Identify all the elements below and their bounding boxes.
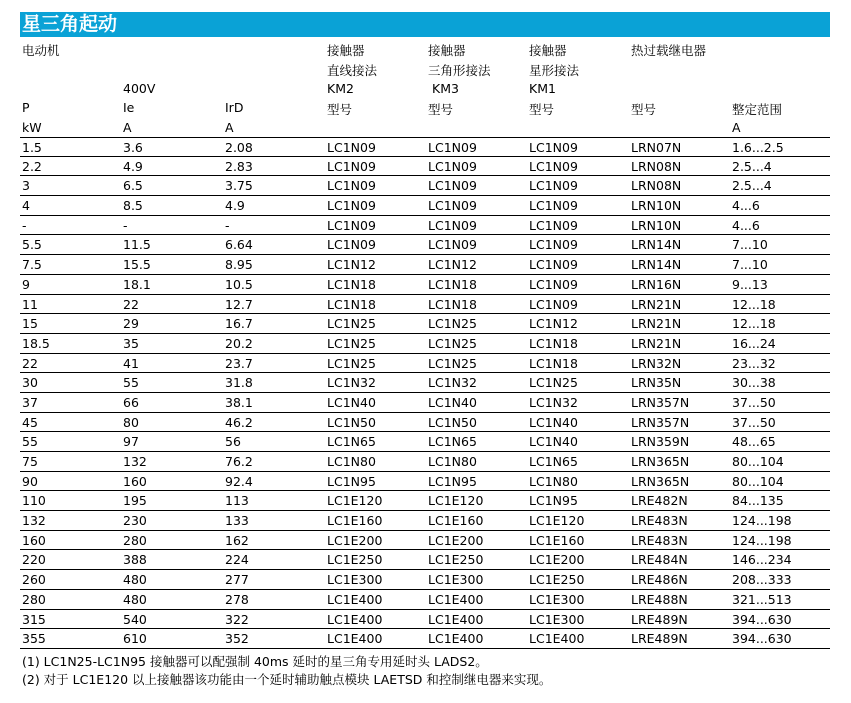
table-cell: LRN21N — [631, 296, 682, 312]
table-cell: LC1N25 — [428, 335, 477, 351]
table-row — [20, 452, 830, 472]
table-cell: LC1E120 — [428, 493, 484, 509]
table-row — [20, 196, 830, 216]
table-cell: 38.1 — [225, 394, 253, 410]
table-cell: 15.5 — [123, 257, 151, 273]
table-cell: LC1N65 — [428, 434, 477, 450]
table-cell: LC1N09 — [327, 140, 376, 155]
header-km1-line1: 接触器 — [529, 43, 567, 58]
footnote-1: (1) LC1N25-LC1N95 接触器可以配强制 40ms 延时的星三角专用延时头 LADS2。 — [22, 654, 488, 669]
table-cell: LC1N40 — [428, 394, 477, 410]
table-cell: LC1N25 — [428, 355, 477, 371]
table-cell: LC1N50 — [428, 414, 477, 430]
table-row — [20, 255, 830, 275]
header-km3-line1: 接触器 — [428, 43, 466, 58]
table-cell: LC1N32 — [327, 375, 376, 391]
table-cell: 113 — [225, 493, 249, 509]
table-cell: 322 — [225, 611, 249, 627]
header-range: 整定范围 — [732, 102, 783, 117]
table-cell: 2.83 — [225, 158, 253, 174]
table-cell: 278 — [225, 591, 249, 607]
table-cell: 132 — [22, 513, 46, 529]
table-cell: 132 — [123, 454, 147, 469]
header-km1-line2: 星形接法 — [529, 63, 580, 78]
table-cell: LC1N18 — [428, 296, 477, 312]
header-model-km3: 型号 — [428, 102, 454, 117]
table-cell: LC1N32 — [529, 394, 578, 410]
table-cell: LC1N18 — [327, 276, 376, 292]
table-cell: LC1N12 — [529, 316, 578, 332]
header-col-ie: Ie — [123, 100, 135, 115]
table-cell: LC1E200 — [327, 532, 383, 548]
table-cell: 97 — [123, 434, 139, 450]
table-cell: 37 — [22, 394, 38, 410]
table-cell: LC1E120 — [529, 513, 585, 529]
table-cell: 46.2 — [225, 414, 253, 430]
table-cell: 480 — [123, 591, 147, 607]
table-row — [20, 432, 830, 452]
table-row — [20, 137, 830, 157]
table-row — [20, 393, 830, 413]
table-cell: LC1N25 — [327, 355, 376, 371]
table-cell: 4.9 — [123, 158, 143, 174]
table-cell: 37...50 — [732, 394, 776, 410]
table-cell: LC1N40 — [529, 414, 578, 430]
table-cell: 23.7 — [225, 355, 253, 371]
table-cell: LC1N40 — [327, 394, 376, 410]
table-cell: LC1E400 — [428, 611, 484, 627]
table-cell: LRN32N — [631, 355, 682, 371]
table-cell: LC1N25 — [327, 316, 376, 332]
table-cell: LC1N09 — [529, 257, 578, 273]
table-cell: LRN357N — [631, 394, 690, 410]
table-cell: LC1N09 — [327, 158, 376, 174]
table-cell: LRE482N — [631, 493, 688, 509]
table-cell: LRE488N — [631, 591, 688, 607]
table-cell: 18.1 — [123, 276, 151, 292]
table-cell: 4 — [22, 198, 30, 214]
table-cell: 56 — [225, 434, 241, 450]
table-cell: LC1N18 — [529, 335, 578, 351]
table-cell: LC1N95 — [327, 473, 376, 489]
table-cell: 208...333 — [732, 572, 792, 588]
table-cell: LC1N09 — [327, 217, 376, 233]
table-cell: 55 — [22, 434, 38, 450]
table-cell: LC1N09 — [327, 237, 376, 253]
table-cell: LC1N18 — [428, 276, 477, 292]
table-cell: LC1N65 — [327, 434, 376, 450]
header-km2-code: KM2 — [327, 81, 354, 96]
table-cell: 1.5 — [22, 140, 42, 155]
table-cell: LC1E300 — [428, 572, 484, 588]
table-cell: 66 — [123, 394, 139, 410]
header-col-p: P — [22, 100, 30, 115]
table-cell: - — [123, 217, 128, 233]
table-cell: 162 — [225, 532, 249, 548]
table-cell: LC1N50 — [327, 414, 376, 430]
header-col-ird: IrD — [225, 100, 244, 115]
table-cell: LRN35N — [631, 375, 682, 391]
table-cell: 45 — [22, 414, 38, 430]
table-cell: LC1N09 — [428, 178, 477, 194]
table-cell: 80...104 — [732, 473, 784, 489]
table-cell: LC1N09 — [529, 237, 578, 253]
table-cell: LRE489N — [631, 611, 688, 627]
table-row — [20, 354, 830, 374]
table-row — [20, 531, 830, 551]
table-cell: LC1N12 — [327, 257, 376, 273]
table-cell: 75 — [22, 454, 38, 469]
header-km2-line1: 接触器 — [327, 43, 365, 58]
table-cell: 22 — [123, 296, 139, 312]
table-cell: 6.5 — [123, 178, 143, 194]
table-cell: 35 — [123, 335, 139, 351]
table-cell: 3.75 — [225, 178, 253, 194]
header-unit-range: A — [732, 120, 741, 135]
table-cell: LC1E160 — [529, 532, 585, 548]
table-cell: 12...18 — [732, 296, 776, 312]
table-cell: 610 — [123, 631, 147, 647]
table-cell: - — [225, 217, 230, 233]
table-cell: 2.5...4 — [732, 178, 772, 194]
table-cell: 10.5 — [225, 276, 253, 292]
header-model-relay: 型号 — [631, 102, 657, 117]
table-cell: 37...50 — [732, 414, 776, 430]
table-cell: 92.4 — [225, 473, 253, 489]
table-cell: LC1N09 — [529, 217, 578, 233]
table-row — [20, 295, 830, 315]
table-cell: 11 — [22, 296, 38, 312]
table-cell: LC1E200 — [428, 532, 484, 548]
table-cell: LRN10N — [631, 217, 682, 233]
table-row — [20, 413, 830, 433]
table-cell: LC1N18 — [327, 296, 376, 312]
table-cell: LC1N80 — [529, 473, 578, 489]
table-cell: LC1N09 — [428, 158, 477, 174]
table-cell: LRE484N — [631, 552, 688, 568]
footnote-2: (2) 对于 LC1E120 以上接触器该功能由一个延时辅助触点模块 LAETSD 和控制继电器来实现。 — [22, 672, 552, 687]
table-cell: 2.08 — [225, 140, 253, 155]
table-cell: 76.2 — [225, 454, 253, 469]
table-cell: LC1N65 — [529, 454, 578, 469]
table-cell: 11.5 — [123, 237, 151, 253]
table-cell: 9 — [22, 276, 30, 292]
table-cell: 124...198 — [732, 532, 792, 548]
table-cell: 315 — [22, 611, 46, 627]
table-cell: 355 — [22, 631, 46, 647]
table-cell: 80 — [123, 414, 139, 430]
table-cell: 8.5 — [123, 198, 143, 214]
table-cell: 16.7 — [225, 316, 253, 332]
table-row — [20, 216, 830, 236]
table-cell: LC1E120 — [327, 493, 383, 509]
header-motor: 电动机 — [22, 43, 60, 58]
table-cell: 22 — [22, 355, 38, 371]
table-cell: LC1N09 — [529, 296, 578, 312]
table-cell: 15 — [22, 316, 38, 332]
table-cell: 4.9 — [225, 198, 245, 214]
table-cell: LC1E160 — [327, 513, 383, 529]
table-cell: 4...6 — [732, 217, 760, 233]
table-cell: 224 — [225, 552, 249, 568]
table-row — [20, 629, 830, 649]
table-cell: LC1N09 — [327, 198, 376, 214]
table-cell: LRN21N — [631, 316, 682, 332]
header-km3-code: KM3 — [432, 81, 459, 96]
table-cell: LRE483N — [631, 513, 688, 529]
table-cell: LRN14N — [631, 237, 682, 253]
table-row — [20, 511, 830, 531]
table-cell: LRN14N — [631, 257, 682, 273]
table-cell: 321...513 — [732, 591, 792, 607]
table-cell: LRN08N — [631, 178, 682, 194]
table-cell: LC1E160 — [428, 513, 484, 529]
table-cell: 20.2 — [225, 335, 253, 351]
table-cell: 195 — [123, 493, 147, 509]
table-cell: LRN359N — [631, 434, 690, 450]
table-row — [20, 157, 830, 177]
header-model-km1: 型号 — [529, 102, 555, 117]
table-cell: LC1N95 — [428, 473, 477, 489]
table-cell: LRN08N — [631, 158, 682, 174]
table-cell: LC1E400 — [428, 591, 484, 607]
table-cell: - — [22, 217, 27, 233]
table-cell: LC1E400 — [428, 631, 484, 647]
table-cell: LC1E300 — [327, 572, 383, 588]
table-cell: LC1E250 — [327, 552, 383, 568]
table-cell: 124...198 — [732, 513, 792, 529]
table-cell: 16...24 — [732, 335, 776, 351]
table-cell: 160 — [22, 532, 46, 548]
table-cell: 7...10 — [732, 257, 768, 273]
table-cell: 133 — [225, 513, 249, 529]
table-cell: 4...6 — [732, 198, 760, 214]
table-cell: 48...65 — [732, 434, 776, 450]
table-cell: LC1N09 — [529, 198, 578, 214]
table-cell: 230 — [123, 513, 147, 529]
table-cell: 110 — [22, 493, 46, 509]
table-cell: 7.5 — [22, 257, 42, 273]
table-cell: LC1N09 — [529, 140, 578, 155]
table-cell: LRN365N — [631, 454, 690, 469]
table-cell: LC1N25 — [529, 375, 578, 391]
table-cell: LC1E250 — [529, 572, 585, 588]
table-cell: 480 — [123, 572, 147, 588]
table-cell: 84...135 — [732, 493, 784, 509]
table-cell: 6.64 — [225, 237, 253, 253]
table-cell: 55 — [123, 375, 139, 391]
table-cell: 90 — [22, 473, 38, 489]
table-cell: LC1E200 — [529, 552, 585, 568]
table-row — [20, 550, 830, 570]
table-cell: LC1E400 — [327, 611, 383, 627]
table-cell: LRN21N — [631, 335, 682, 351]
header-unit-kw: kW — [22, 120, 42, 135]
table-cell: LC1N09 — [428, 140, 477, 155]
table-cell: LC1N09 — [529, 276, 578, 292]
table-body — [20, 137, 830, 649]
table-cell: LC1N09 — [428, 198, 477, 214]
table-cell: 41 — [123, 355, 139, 371]
header-km3-line2: 三角形接法 — [428, 63, 491, 78]
table-row — [20, 235, 830, 255]
table-cell: LC1N09 — [529, 158, 578, 174]
table-cell: LC1N09 — [428, 217, 477, 233]
table-cell: 7...10 — [732, 237, 768, 253]
table-cell: 23...32 — [732, 355, 776, 371]
table-cell: 394...630 — [732, 631, 792, 647]
table-cell: LC1N40 — [529, 434, 578, 450]
table-cell: LC1N09 — [529, 178, 578, 194]
table-cell: 260 — [22, 572, 46, 588]
table-cell: 8.95 — [225, 257, 253, 273]
table-cell: LC1N25 — [327, 335, 376, 351]
table-cell: LRE483N — [631, 532, 688, 548]
table-cell: 277 — [225, 572, 249, 588]
table-cell: 18.5 — [22, 335, 50, 351]
header-model-km2: 型号 — [327, 102, 353, 117]
table-cell: LC1E400 — [529, 631, 585, 647]
table-cell: 160 — [123, 473, 147, 489]
table-cell: 388 — [123, 552, 147, 568]
table-cell: 9...13 — [732, 276, 768, 292]
table-cell: 352 — [225, 631, 249, 647]
table-row — [20, 334, 830, 354]
table-cell: LC1N12 — [428, 257, 477, 273]
header-unit-ird: A — [225, 120, 234, 135]
table-cell: LRE486N — [631, 572, 688, 588]
table-row — [20, 491, 830, 511]
table-cell: 80...104 — [732, 454, 784, 469]
table-row — [20, 590, 830, 610]
table-cell: LC1E400 — [327, 591, 383, 607]
table-cell: 3 — [22, 178, 30, 194]
table-cell: 5.5 — [22, 237, 42, 253]
table-cell: LC1N95 — [529, 493, 578, 509]
table-cell: LC1E300 — [529, 611, 585, 627]
table-cell: LC1N09 — [428, 237, 477, 253]
header-km2-line2: 直线接法 — [327, 63, 378, 78]
table-cell: 394...630 — [732, 611, 792, 627]
table-cell: LRN16N — [631, 276, 682, 292]
header-voltage: 400V — [123, 81, 156, 96]
table-cell: LRN357N — [631, 414, 690, 430]
table-cell: LC1N32 — [428, 375, 477, 391]
table-cell: LC1N80 — [428, 454, 477, 469]
table-cell: LC1E250 — [428, 552, 484, 568]
table-cell: LRE489N — [631, 631, 688, 647]
table-row — [20, 610, 830, 630]
table-cell: 1.6...2.5 — [732, 140, 784, 155]
table-cell: 2.5...4 — [732, 158, 772, 174]
table-row — [20, 472, 830, 492]
table-cell: 30...38 — [732, 375, 776, 391]
table-cell: 12.7 — [225, 296, 253, 312]
table-cell: 31.8 — [225, 375, 253, 391]
table-cell: LC1N25 — [428, 316, 477, 332]
table-cell: 30 — [22, 375, 38, 391]
table-cell: 220 — [22, 552, 46, 568]
table-cell: LRN07N — [631, 140, 682, 155]
table-cell: 146...234 — [732, 552, 792, 568]
table-cell: 29 — [123, 316, 139, 332]
table-row — [20, 314, 830, 334]
table-row — [20, 275, 830, 295]
table-row — [20, 373, 830, 393]
page-title: 星三角起动 — [20, 12, 830, 37]
table-cell: 280 — [22, 591, 46, 607]
header-relay: 热过载继电器 — [631, 43, 707, 58]
table-cell: LRN10N — [631, 198, 682, 214]
table-cell: 280 — [123, 532, 147, 548]
table-cell: 3.6 — [123, 140, 143, 155]
table-row — [20, 176, 830, 196]
table-cell: LC1N18 — [529, 355, 578, 371]
table-cell: 12...18 — [732, 316, 776, 332]
table-cell: LC1E300 — [529, 591, 585, 607]
table-row — [20, 570, 830, 590]
table-cell: LRN365N — [631, 473, 690, 489]
table-cell: LC1N80 — [327, 454, 376, 469]
header-unit-ie: A — [123, 120, 132, 135]
table-cell: LC1N09 — [327, 178, 376, 194]
header-km1-code: KM1 — [529, 81, 556, 96]
table-cell: 540 — [123, 611, 147, 627]
table-cell: LC1E400 — [327, 631, 383, 647]
table-cell: 2.2 — [22, 158, 42, 174]
